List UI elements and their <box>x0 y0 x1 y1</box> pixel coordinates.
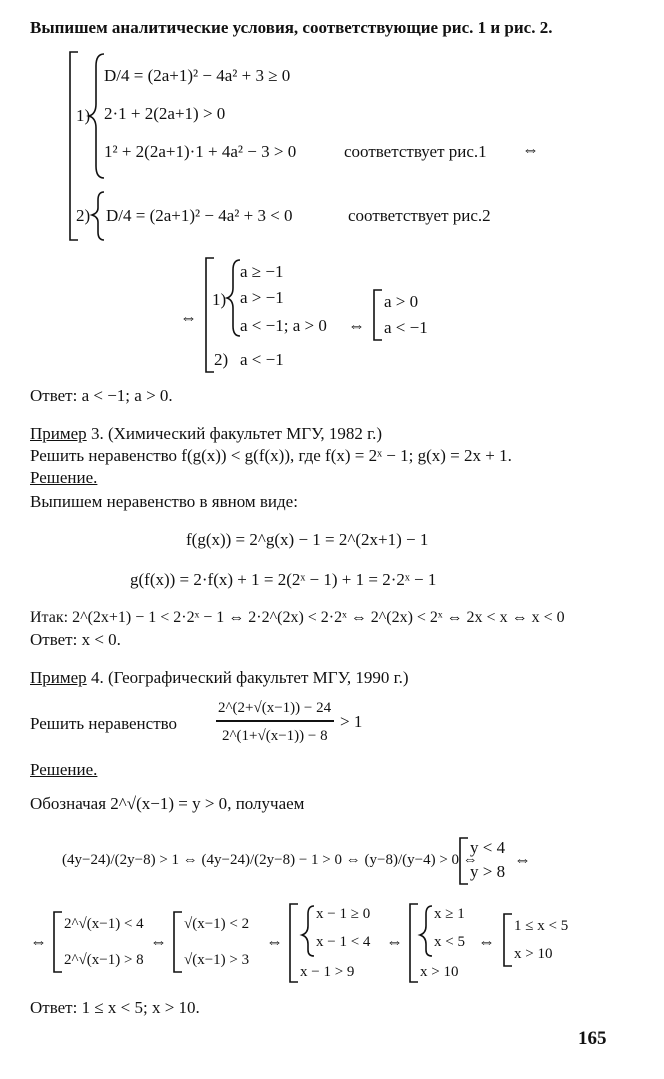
ex4-c2-c3: x − 1 > 9 <box>300 964 355 980</box>
sys1-line3-note: соответствует рис.1 <box>344 142 487 161</box>
curly-brace-1 <box>89 54 104 178</box>
sys2-line3: a < −1; a > 0 <box>240 316 327 335</box>
ex4-subst-c: , получаем <box>227 794 305 813</box>
ex4-frac-denominator: 2^(1+√(x−1)) − 8 <box>222 728 328 744</box>
sys2-line1: a ≥ −1 <box>240 262 284 281</box>
ex4-chain1-r2: y > 8 <box>470 862 506 881</box>
ex3-title-link: Пример <box>30 424 87 443</box>
sys1-line4-note: соответствует рис.2 <box>348 206 491 225</box>
ex3-eq1: f(g(x)) = 2^g(x) − 1 = 2^(2x+1) − 1 <box>186 530 429 549</box>
sys2-label2: 2) <box>214 350 229 369</box>
ex4-chain2-iff-c: ⇔ <box>266 932 283 951</box>
result-square-bracket-1 <box>374 290 382 340</box>
ex3-title <box>30 424 382 444</box>
ex4-chain2-iff-a: ⇔ <box>30 932 47 951</box>
c2-curly-c <box>302 906 314 956</box>
ex4-title-rest: 4. (Географический факультет МГУ, 1990 г.) <box>86 668 409 687</box>
ex4-frac-numerator: 2^(2+√(x−1)) − 24 <box>218 700 332 716</box>
ex4-task: Решить неравенство <box>30 714 178 733</box>
sys2-result2: a < −1 <box>384 318 428 337</box>
sys1-line4: D/4 = (2a+1)² − 4a² + 3 < 0 <box>106 206 293 225</box>
ex4-c2-b1: √(x−1) < 2 <box>184 916 250 932</box>
ex4-subst-a: Обозначая <box>30 794 107 813</box>
ex4-c2-a2: 2^√(x−1) > 8 <box>64 952 144 968</box>
ex4-frac-tail: > 1 <box>340 712 363 731</box>
ex4-c2-b2: √(x−1) > 3 <box>184 952 250 968</box>
curly-brace-3 <box>227 260 240 336</box>
sys1-label1: 1) <box>76 106 91 125</box>
page-number: 165 <box>578 1028 607 1049</box>
ex4-c2-e2: x > 10 <box>514 946 553 962</box>
ex4-c2-c2: x − 1 < 4 <box>316 934 371 950</box>
sys2-result1: a > 0 <box>384 292 419 311</box>
c2-curly-d <box>420 906 432 956</box>
ex4-title <box>30 668 409 688</box>
ex3-title-rest: 3. (Химический факультет МГУ, 1982 г.) <box>86 424 383 443</box>
sys2-iff: ⇔ <box>180 308 197 327</box>
sys1-label2: 2) <box>76 206 91 225</box>
answer-1: Ответ: a < −1; a > 0. <box>30 386 173 405</box>
ex4-answer: Ответ: 1 ≤ x < 5; x > 10. <box>30 998 200 1017</box>
ex3-task: Решить неравенство f(g(x)) < g(f(x)), где f(x) = 2ˣ − 1; g(x) = 2x + 1. <box>30 446 512 465</box>
ex4-chain2-iff-d: ⇔ <box>386 932 403 951</box>
ex4-c2-d3: x > 10 <box>420 964 459 980</box>
ex3-itak: Итак: 2^(2x+1) − 1 < 2·2ˣ − 1 ⇔ 2·2^(2x) < 2·2ˣ ⇔ 2^(2x) < 2ˣ ⇔ 2x < x ⇔ x < 0 <box>30 609 565 626</box>
ex4-chain2-iff-b: ⇔ <box>150 932 167 951</box>
ex4-subst <box>30 794 304 814</box>
outer-square-bracket-2 <box>206 258 214 372</box>
c2-bracket-b <box>174 912 182 972</box>
curly-brace-2 <box>92 192 104 240</box>
ex3-eq2: g(f(x)) = 2·f(x) + 1 = 2(2ˣ − 1) + 1 = 2·2ˣ − 1 <box>130 570 437 589</box>
c2-bracket-a <box>54 912 62 972</box>
c2-bracket-c <box>290 904 298 982</box>
ex4-title-link: Пример <box>30 668 87 687</box>
sys2-label1: 1) <box>212 290 227 309</box>
ex4-subst-b: 2^√(x−1) = y > 0 <box>110 794 228 813</box>
ex3-write: Выпишем неравенство в явном виде: <box>30 492 298 511</box>
ex4-chain1-iff: ⇔ <box>514 850 531 869</box>
ex4-frac-line <box>216 720 334 722</box>
ex4-c2-a1: 2^√(x−1) < 4 <box>64 916 144 932</box>
ex4-solution-heading: Решение. <box>30 760 98 779</box>
ex4-c2-d2: x < 5 <box>434 934 465 950</box>
sys1-line3: 1² + 2(2a+1)·1 + 4a² − 3 > 0 <box>104 142 297 161</box>
ex4-c2-d1: x ≥ 1 <box>434 906 465 922</box>
ex3-solution-heading: Решение. <box>30 468 98 487</box>
ex4-chain1-r1: y < 4 <box>470 838 506 857</box>
c2-bracket-d <box>410 904 418 982</box>
ex3-answer: Ответ: x < 0. <box>30 630 121 649</box>
sys2-line2: a > −1 <box>240 288 284 307</box>
ex4-chain2-iff-e: ⇔ <box>478 932 495 951</box>
sys2-iff2: ⇔ <box>348 316 365 335</box>
sys1-line2: 2·1 + 2(2a+1) > 0 <box>104 104 226 123</box>
ex4-c2-c1: x − 1 ≥ 0 <box>316 906 371 922</box>
sys1-line1: D/4 = (2a+1)² − 4a² + 3 ≥ 0 <box>104 66 291 85</box>
ex4-c2-e1: 1 ≤ x < 5 <box>514 918 569 934</box>
ex4-chain1: (4y−24)/(2y−8) > 1 ⇔ (4y−24)/(2y−8) − 1 > 0 ⇔ (y−8)/(y−4) > 0 ⇔ <box>62 852 478 868</box>
c2-bracket-e <box>504 914 512 966</box>
sys1-iff: ⇔ <box>522 140 539 159</box>
intro-text: Выпишем аналитические условия, соответствующие рис. 1 и рис. 2. <box>30 18 553 37</box>
sys2-line4: a < −1 <box>240 350 284 369</box>
